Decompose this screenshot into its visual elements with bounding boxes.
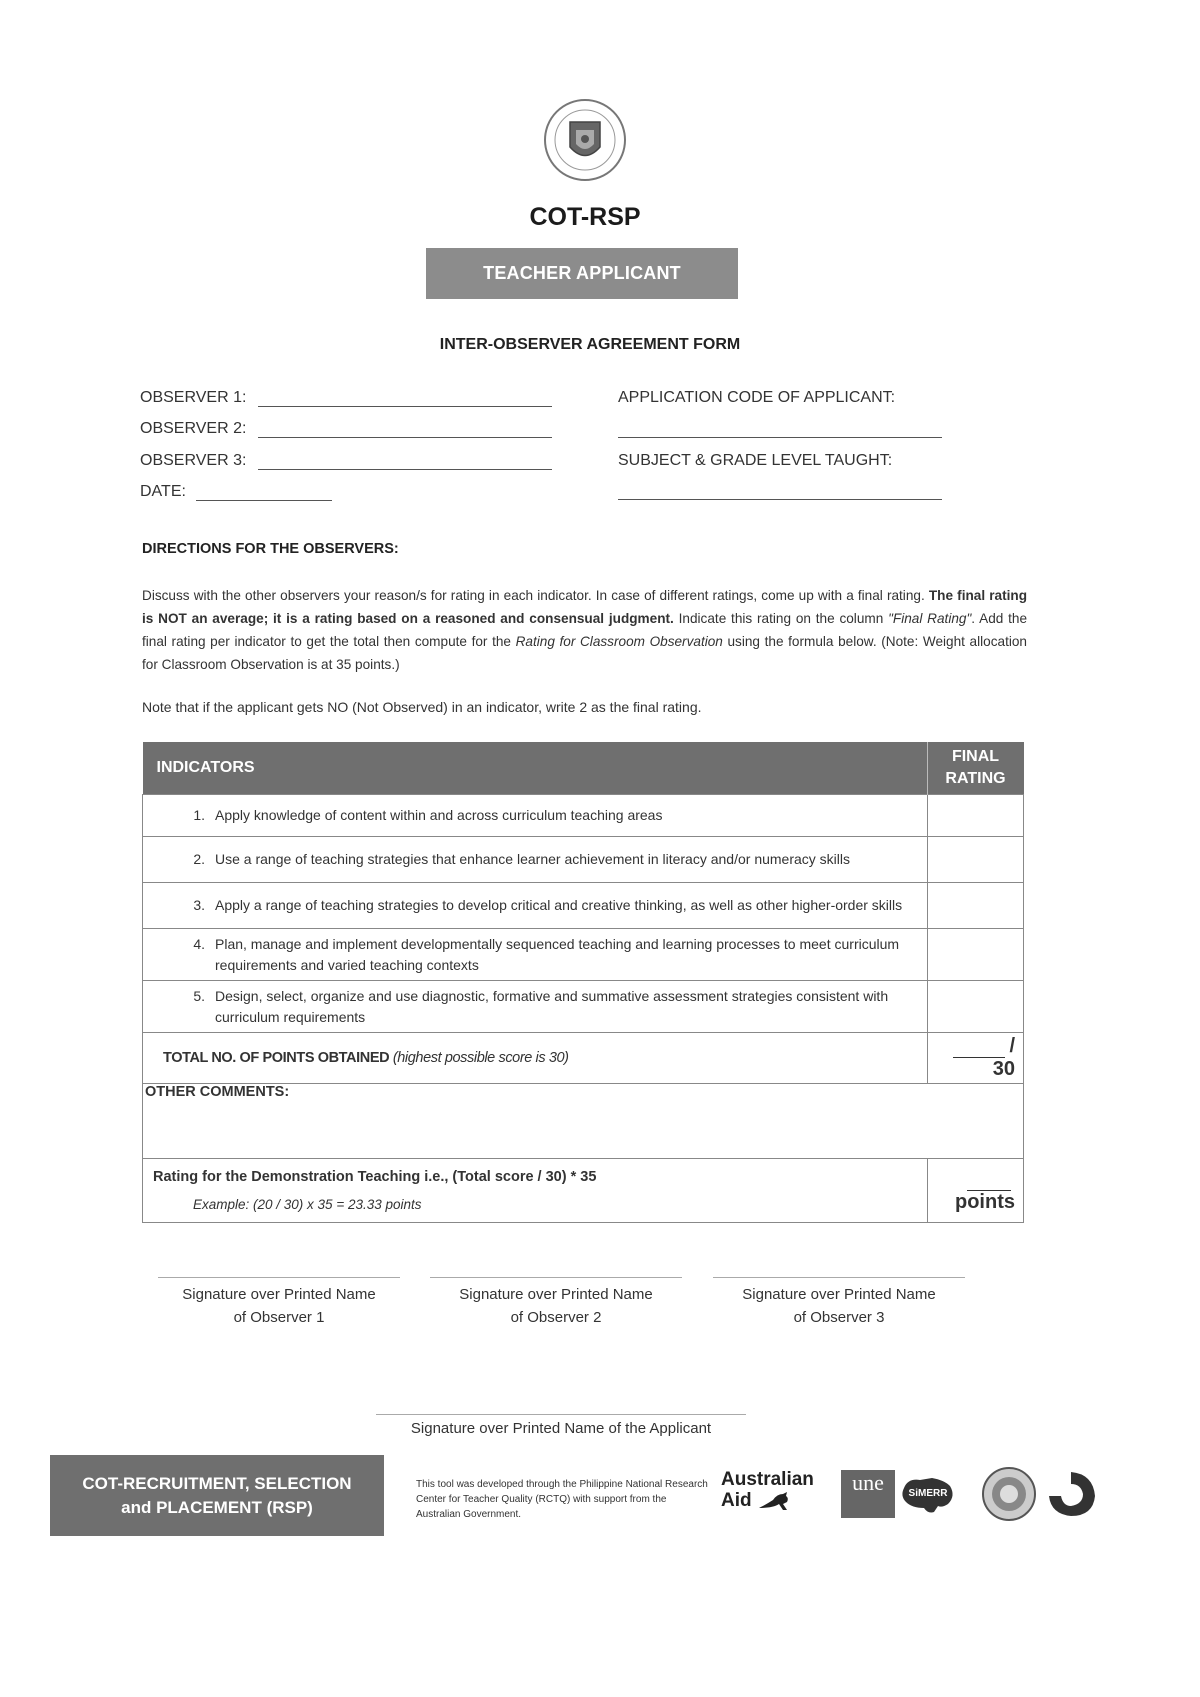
- directions-paragraph: [142, 584, 1027, 676]
- subject-grade-input-line[interactable]: [618, 499, 942, 500]
- observer3-label: OBSERVER 3:: [140, 452, 247, 469]
- une-logo: une: [841, 1470, 895, 1518]
- observer1-signature-line[interactable]: [158, 1277, 400, 1278]
- observer2-sig-line1: Signature over Printed Name: [459, 1286, 653, 1303]
- table-row: [143, 883, 1024, 929]
- indicator-number: 5.: [193, 987, 205, 1004]
- australian-aid-line2: Aid: [721, 1490, 752, 1512]
- observer2-signature-line[interactable]: [430, 1277, 682, 1278]
- comments-row: [143, 1084, 1024, 1159]
- rating-row: [143, 1159, 1024, 1223]
- final-rating-cell[interactable]: [927, 837, 1024, 883]
- final-rating-cell[interactable]: [927, 795, 1024, 837]
- indicator-number: 2.: [193, 851, 205, 867]
- observer3-sig-line2: of Observer 3: [793, 1309, 885, 1326]
- observer3-sig-line1: Signature over Printed Name: [742, 1286, 936, 1303]
- directions-text-b: Indicate this rating on the column: [678, 611, 884, 626]
- table-row: [143, 929, 1024, 981]
- indicator-text: Design, select, organize and use diagnostic, formative and summative assessment strategies consistent with curriculum requirements: [215, 987, 889, 1025]
- observer1-sig-line2: of Observer 1: [233, 1309, 325, 1326]
- comments-label: OTHER COMMENTS:: [145, 1084, 290, 1100]
- applicant-signature-line[interactable]: [376, 1414, 746, 1415]
- indicator-number: 4.: [193, 935, 205, 952]
- table-row: [143, 837, 1024, 883]
- australian-aid-line1: Australian: [721, 1469, 814, 1490]
- applicant-signature-caption: Signature over Printed Name of the Applicant: [410, 1420, 712, 1437]
- observer2-signature-caption: [430, 1283, 682, 1329]
- total-score-suffix: / 30: [992, 1035, 1015, 1080]
- observer3-signature-caption: [713, 1283, 965, 1329]
- footer-program-box: [50, 1455, 384, 1536]
- australian-aid-logo: [721, 1470, 814, 1512]
- application-code-input-line[interactable]: [618, 437, 942, 438]
- date-input-line[interactable]: [196, 500, 332, 501]
- rating-example: Example: (20 / 30) x 35 = 23.33 points: [193, 1197, 422, 1212]
- indicator-number: 1.: [193, 807, 205, 823]
- directions-text-a: Discuss with the other observers your reason/s for rating in each indicator. In case of different ratings, come up with a final rating.: [142, 588, 925, 603]
- directions-rating-for: Rating for Classroom Observation: [515, 634, 723, 649]
- deped-seal-logo: [540, 92, 630, 188]
- indicators-column-header: INDICATORS: [143, 742, 928, 795]
- observer2-label: OBSERVER 2:: [140, 420, 247, 437]
- subject-grade-label: SUBJECT & GRADE LEVEL TAUGHT:: [618, 452, 893, 469]
- final-rating-cell[interactable]: [927, 929, 1024, 981]
- directions-text-d: using the formula below. (Note: Weight allocation for Classroom Observation is at 35 points.): [142, 634, 1027, 672]
- observer3-signature-line[interactable]: [713, 1277, 965, 1278]
- final-rating-cell[interactable]: [927, 883, 1024, 929]
- indicator-text: Apply knowledge of content within and across curriculum teaching areas: [215, 807, 663, 823]
- total-score-cell[interactable]: [927, 1033, 1024, 1084]
- final-rating-header-line1: FINAL: [951, 748, 1000, 765]
- simerr-logo: [898, 1474, 958, 1518]
- table-row: [143, 795, 1024, 837]
- indicator-text: Use a range of teaching strategies that enhance learner achievement in literacy and/or numeracy skills: [215, 851, 851, 867]
- observer2-sig-line2: of Observer 2: [510, 1309, 602, 1326]
- directions-final-rating: "Final Rating": [888, 611, 972, 626]
- total-points-label: TOTAL NO. OF POINTS OBTAINED: [163, 1050, 390, 1066]
- observer1-signature-caption: [158, 1283, 400, 1329]
- indicator-number: 3.: [193, 897, 205, 913]
- rating-points-cell[interactable]: [927, 1159, 1024, 1223]
- comments-field[interactable]: [143, 1084, 1024, 1159]
- footer-box-line1: COT-RECRUITMENT, SELECTION: [82, 1473, 352, 1493]
- observer2-input-line[interactable]: [258, 437, 552, 438]
- application-code-label: APPLICATION CODE OF APPLICANT:: [618, 389, 896, 406]
- total-points-note: (highest possible score is 30): [392, 1050, 569, 1066]
- rating-points-suffix: points: [955, 1190, 1015, 1213]
- simerr-text: SiMERR: [908, 1488, 948, 1499]
- directions-text-c: . Add the final rating per indicator to get the total then compute for the: [142, 611, 1028, 649]
- final-rating-header-line2: RATING: [945, 770, 1006, 787]
- document-title: COT-RSP: [529, 203, 641, 231]
- form-title: INTER-OBSERVER AGREEMENT FORM: [439, 336, 741, 353]
- partner-seal-logo: [981, 1466, 1037, 1522]
- partner-swirl-logo: [1043, 1466, 1099, 1522]
- not-observed-note: Note that if the applicant gets NO (Not Observed) in an indicator, write 2 as the final rating.: [142, 699, 702, 715]
- observer1-sig-line1: Signature over Printed Name: [182, 1286, 376, 1303]
- directions-heading: DIRECTIONS FOR THE OBSERVERS:: [142, 541, 399, 557]
- date-label: DATE:: [140, 483, 186, 500]
- indicator-text: Apply a range of teaching strategies to develop critical and creative thinking, as well as other higher-order skills: [215, 897, 903, 913]
- indicators-table: [142, 742, 1024, 1223]
- indicator-text: Plan, manage and implement developmentally sequenced teaching and learning processes to meet curriculum requirements and varied teaching contexts: [215, 935, 900, 973]
- footer-credit-note: This tool was developed through the Philippine National Research Center for Teacher Quality (RCTQ) with support from the Australian Government.: [416, 1479, 708, 1520]
- table-header-row: [143, 742, 1024, 795]
- table-row: [143, 981, 1024, 1033]
- observer1-input-line[interactable]: [258, 406, 552, 407]
- observer3-input-line[interactable]: [258, 469, 552, 470]
- kangaroo-icon: [757, 1490, 793, 1512]
- final-rating-column-header: [927, 742, 1024, 795]
- observer1-label: OBSERVER 1:: [140, 389, 247, 406]
- footer-box-line2: and PLACEMENT (RSP): [121, 1497, 313, 1517]
- applicant-type-banner: TEACHER APPLICANT: [426, 248, 738, 299]
- rating-formula-label: Rating for the Demonstration Teaching i.e., (Total score / 30) * 35: [153, 1169, 597, 1185]
- total-points-row: [143, 1033, 1024, 1084]
- directions-text-bold: The final rating is NOT an average; it is a rating based on a reasoned and consensual judgment.: [142, 588, 1028, 626]
- final-rating-cell[interactable]: [927, 981, 1024, 1033]
